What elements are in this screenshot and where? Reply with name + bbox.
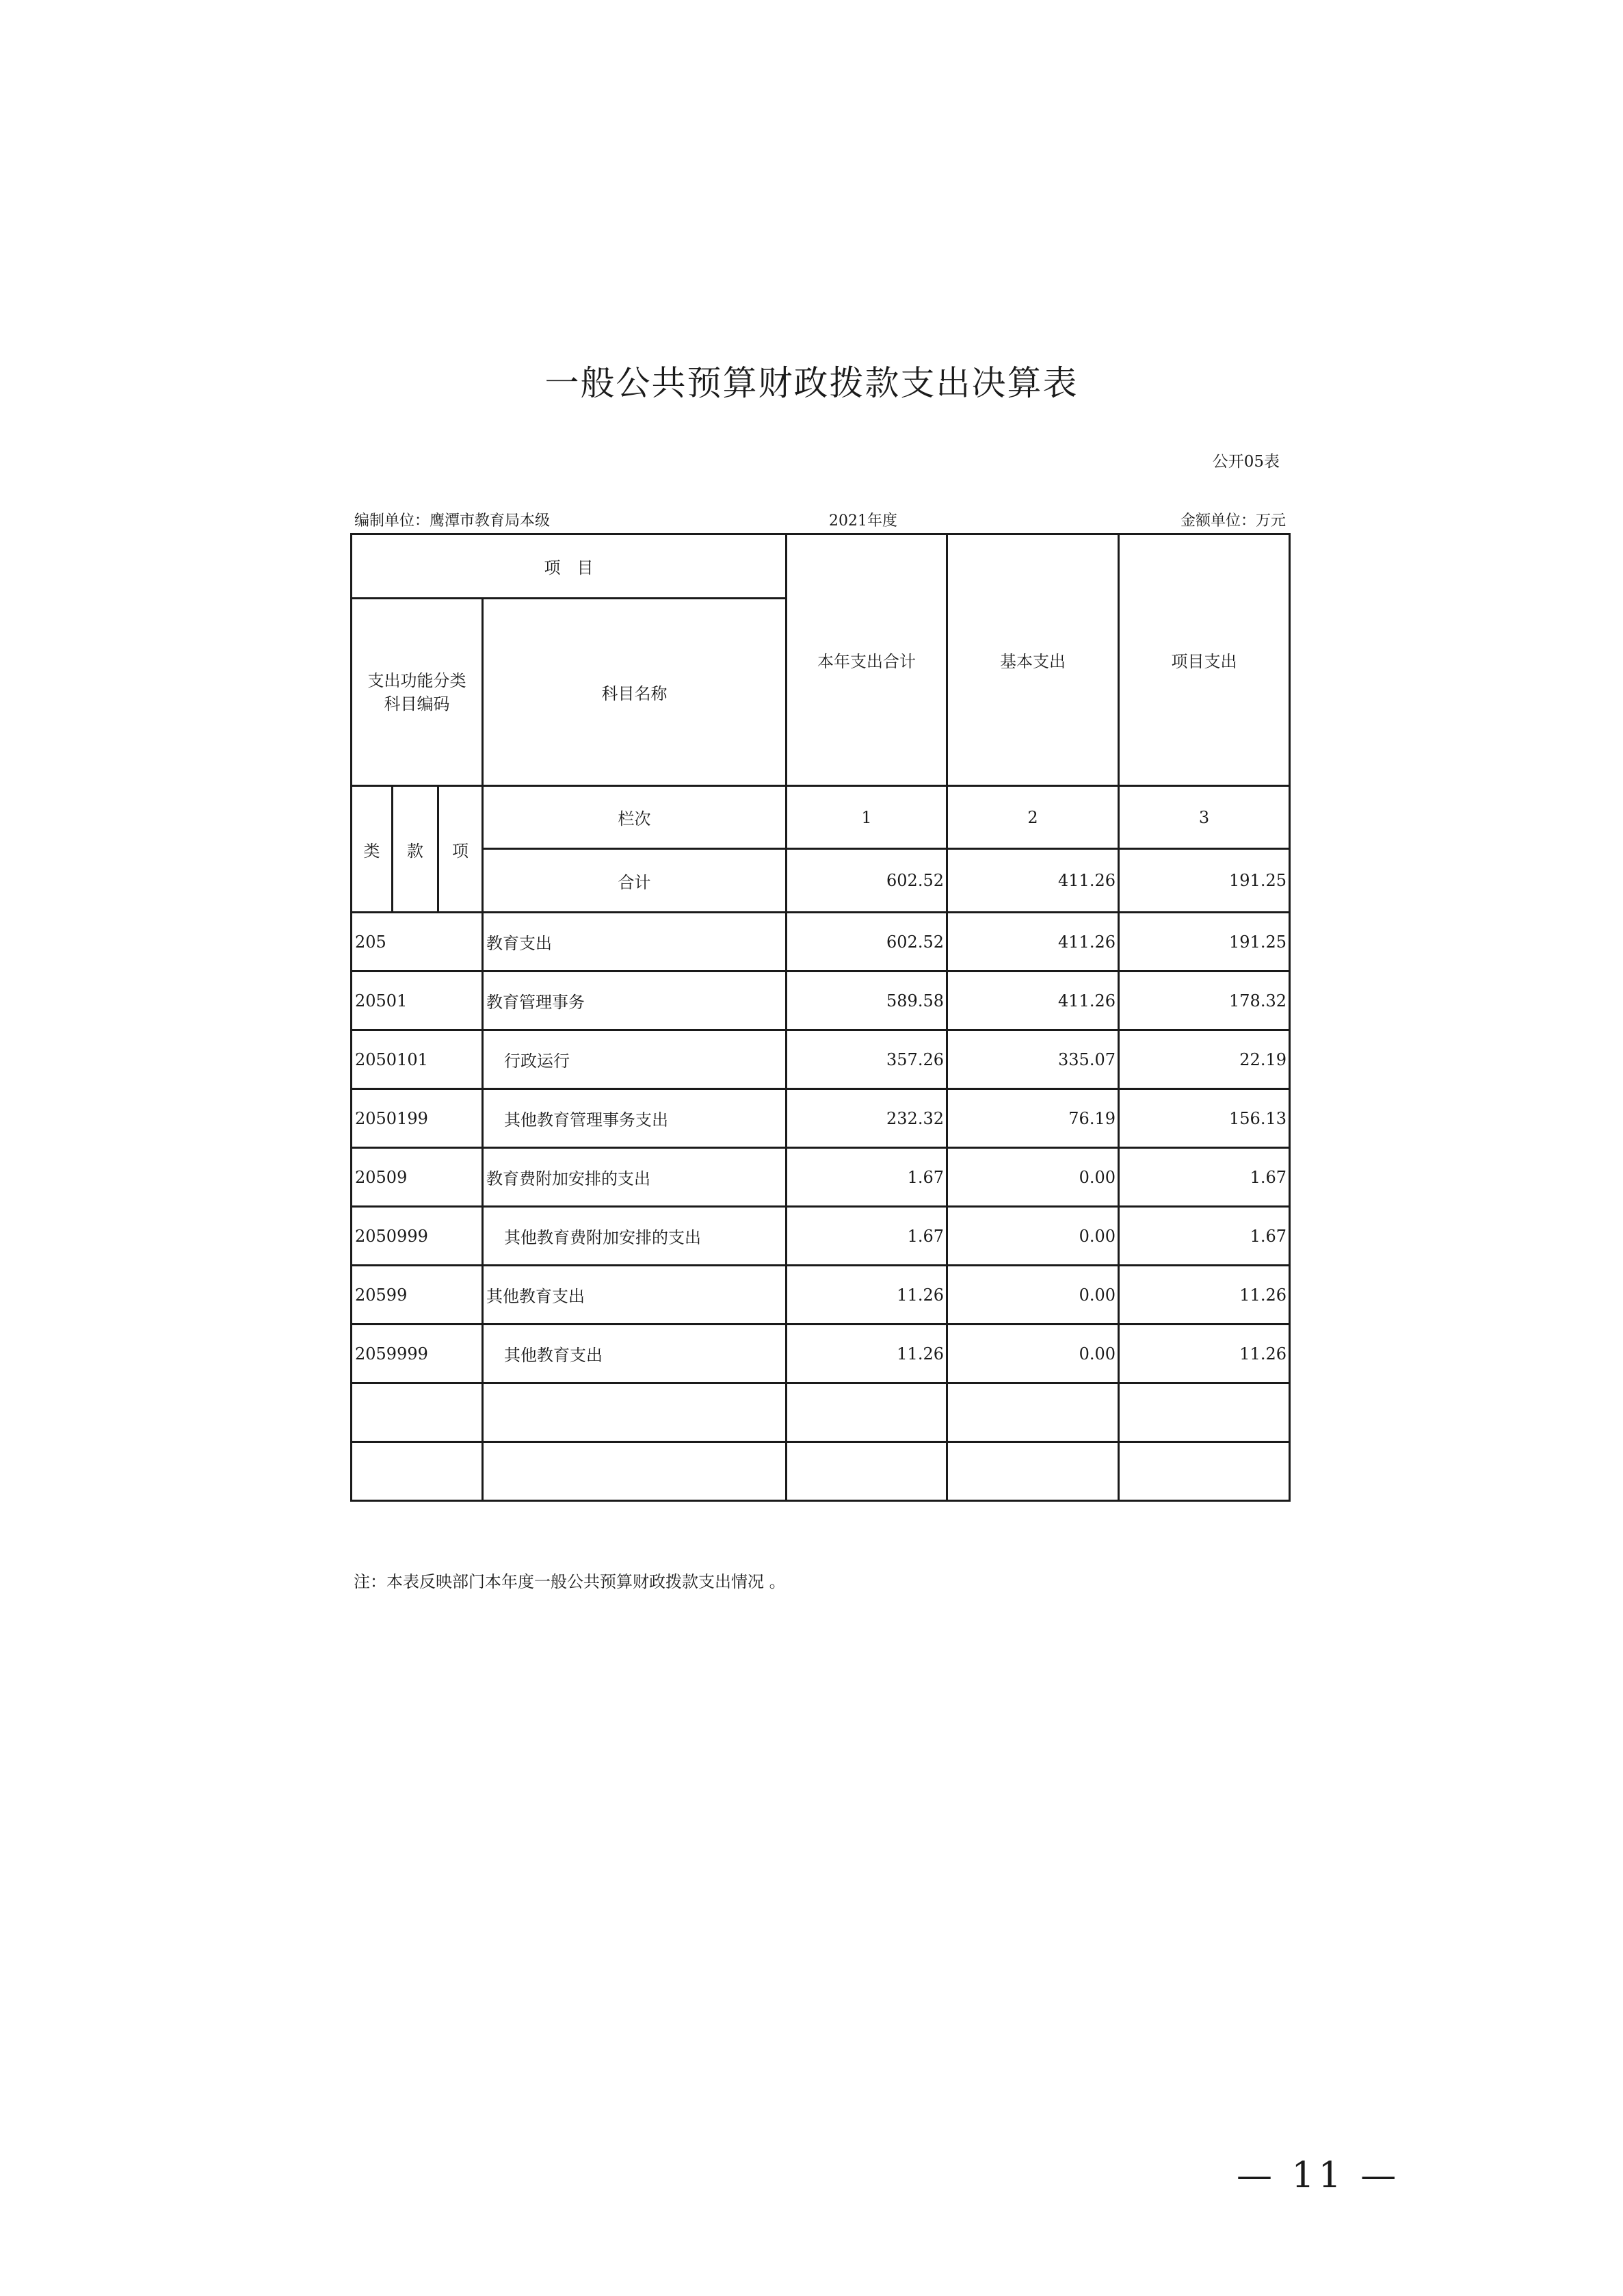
- table-note: 注：本表反映部门本年度一般公共预算财政拨款支出情况 。: [354, 1572, 786, 1591]
- row-code: 20501: [352, 971, 483, 1030]
- lanci-row: [352, 786, 1290, 849]
- row-project: 11.26: [1119, 1266, 1290, 1325]
- header-xiang: 项: [438, 786, 483, 913]
- row-project: 1.67: [1119, 1207, 1290, 1266]
- empty-cell: [352, 1442, 483, 1501]
- table-row: [352, 1207, 1290, 1266]
- row-code: 2050101: [352, 1030, 483, 1089]
- empty-row: [352, 1383, 1290, 1442]
- total-value: 602.52: [787, 849, 947, 913]
- row-total: 357.26: [787, 1030, 947, 1089]
- row-name: 教育费附加安排的支出: [483, 1148, 787, 1207]
- empty-cell: [483, 1442, 787, 1501]
- row-code: 20599: [352, 1266, 483, 1325]
- col-number-2: 2: [947, 786, 1119, 849]
- empty-cell: [947, 1442, 1119, 1501]
- empty-cell: [787, 1383, 947, 1442]
- table-row: [352, 1030, 1290, 1089]
- header-project: 项目支出: [1119, 534, 1290, 786]
- total-row: [352, 849, 1290, 913]
- row-name: 教育管理事务: [483, 971, 787, 1030]
- row-total: 232.32: [787, 1089, 947, 1148]
- row-name: 其他教育费附加安排的支出: [483, 1207, 787, 1266]
- empty-row: [352, 1442, 1290, 1501]
- table-row: [352, 913, 1290, 971]
- fiscal-year: 2021年度: [829, 512, 897, 530]
- row-basic: 411.26: [947, 971, 1119, 1030]
- row-project: 1.67: [1119, 1148, 1290, 1207]
- row-name: 其他教育管理事务支出: [483, 1089, 787, 1148]
- row-project: 178.32: [1119, 971, 1290, 1030]
- row-name: 教育支出: [483, 913, 787, 971]
- row-basic: 0.00: [947, 1207, 1119, 1266]
- compiling-unit: 编制单位：鹰潭市教育局本级: [354, 512, 551, 530]
- row-basic: 411.26: [947, 913, 1119, 971]
- table-row: [352, 1148, 1290, 1207]
- page-title: 一般公共预算财政拨款支出决算表: [544, 363, 1079, 403]
- header-row-1: [352, 534, 1290, 599]
- row-name: 其他教育支出: [483, 1266, 787, 1325]
- row-code: 2059999: [352, 1325, 483, 1383]
- table-row: [352, 1325, 1290, 1383]
- func-code-line2: 科目编码: [384, 694, 450, 714]
- empty-cell: [1119, 1383, 1290, 1442]
- row-total: 589.58: [787, 971, 947, 1030]
- row-total: 1.67: [787, 1207, 947, 1266]
- table-row: [352, 1089, 1290, 1148]
- budget-table: [350, 533, 1291, 1502]
- empty-cell: [947, 1383, 1119, 1442]
- row-project: 191.25: [1119, 913, 1290, 971]
- meta-row: [350, 509, 1289, 530]
- row-project: 156.13: [1119, 1089, 1290, 1148]
- func-code-line1: 支出功能分类: [367, 670, 466, 690]
- col-number-3: 3: [1119, 786, 1290, 849]
- row-total: 11.26: [787, 1266, 947, 1325]
- currency-unit: 金额单位：万元: [1180, 512, 1286, 530]
- header-kuan: 款: [393, 786, 438, 913]
- row-name: 其他教育支出: [483, 1325, 787, 1383]
- header-func-code: [352, 599, 483, 786]
- table-row: [352, 971, 1290, 1030]
- total-label: 合计: [483, 849, 787, 913]
- page-number: — 11 —: [1237, 2155, 1401, 2196]
- row-total: 11.26: [787, 1325, 947, 1383]
- empty-cell: [483, 1383, 787, 1442]
- row-basic: 0.00: [947, 1266, 1119, 1325]
- empty-cell: [787, 1442, 947, 1501]
- row-basic: 76.19: [947, 1089, 1119, 1148]
- lanci-label: 栏次: [483, 786, 787, 849]
- row-project: 22.19: [1119, 1030, 1290, 1089]
- row-code: 20509: [352, 1148, 483, 1207]
- header-subject-name: 科目名称: [483, 599, 787, 786]
- header-lei: 类: [352, 786, 393, 913]
- row-basic: 0.00: [947, 1325, 1119, 1383]
- col-number-1: 1: [787, 786, 947, 849]
- row-basic: 0.00: [947, 1148, 1119, 1207]
- row-total: 1.67: [787, 1148, 947, 1207]
- total-project-value: 191.25: [1119, 849, 1290, 913]
- row-code: 205: [352, 913, 483, 971]
- header-total: 本年支出合计: [787, 534, 947, 786]
- row-name: 行政运行: [483, 1030, 787, 1089]
- row-code: 2050999: [352, 1207, 483, 1266]
- form-code: 公开05表: [1212, 453, 1280, 471]
- table-row: [352, 1266, 1290, 1325]
- row-basic: 335.07: [947, 1030, 1119, 1089]
- row-code: 2050199: [352, 1089, 483, 1148]
- empty-cell: [1119, 1442, 1290, 1501]
- total-basic-value: 411.26: [947, 849, 1119, 913]
- row-project: 11.26: [1119, 1325, 1290, 1383]
- empty-cell: [352, 1383, 483, 1442]
- header-item: 项 目: [352, 534, 787, 599]
- header-basic: 基本支出: [947, 534, 1119, 786]
- row-total: 602.52: [787, 913, 947, 971]
